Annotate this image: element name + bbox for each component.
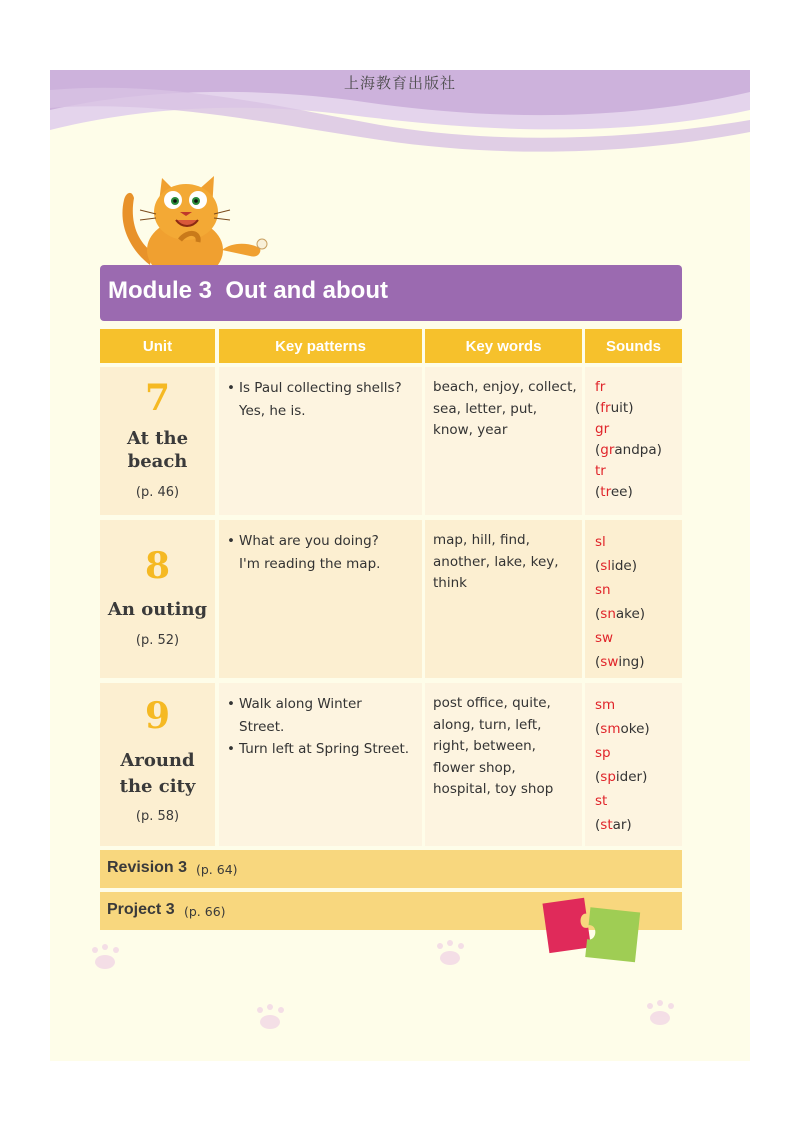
publisher-name: 上海教育出版社 (343, 74, 456, 92)
sound-blend: sn (595, 582, 611, 598)
unit-page: (p. 52) (135, 633, 180, 648)
sound-blend: sm (595, 697, 616, 713)
unit-name-line1: At the (126, 428, 189, 449)
word-line: sea, letter, put, (433, 400, 537, 417)
pattern-line: Street. (239, 718, 285, 735)
header-key-words: Key words (425, 329, 582, 363)
word-line: hospital, toy shop (433, 781, 554, 797)
unit-name-line2: beach (127, 451, 188, 472)
word-line: along, turn, left, (433, 716, 542, 733)
pattern-line: • Is Paul collecting shells? (227, 377, 402, 400)
sound-blend: fr (595, 379, 606, 395)
sound-example: (smoke) (595, 721, 650, 737)
sound-example: (snake) (595, 606, 646, 622)
sound-example: (swing) (595, 654, 645, 670)
pattern-line: • Turn left at Spring Street. (227, 738, 409, 761)
header-unit: Unit (100, 329, 215, 363)
sound-example: (grandpa) (595, 442, 662, 458)
unit-page: (p. 46) (135, 485, 180, 500)
unit-page: (p. 58) (135, 809, 180, 824)
unit-number: 8 (144, 545, 171, 587)
unit-number: 7 (144, 377, 171, 419)
word-line: think (433, 575, 467, 591)
word-line: map, hill, find, (433, 532, 530, 548)
word-line: beach, enjoy, collect, (433, 379, 577, 395)
unit-name-line2: the city (119, 776, 196, 797)
sound-blend: sl (595, 534, 606, 550)
revision-page: (p. 64) (196, 862, 238, 877)
sound-example: (fruit) (595, 400, 634, 416)
sound-blend: tr (595, 463, 606, 479)
unit-name-line1: Around (120, 750, 195, 771)
word-line: another, lake, key, (433, 553, 559, 570)
word-line: know, year (433, 422, 508, 438)
word-line: post office, quite, (433, 695, 551, 711)
revision-label: Revision 3 (107, 859, 188, 876)
project-label: Project 3 (107, 901, 175, 918)
unit-name-line1: An outing (107, 599, 208, 620)
pattern-line: Yes, he is. (239, 403, 306, 419)
sound-example: (tree) (595, 484, 633, 500)
pattern-line: • Walk along Winter (227, 693, 409, 716)
sound-blend: sw (595, 630, 614, 646)
word-line: right, between, (433, 738, 536, 754)
word-line: flower shop, (433, 759, 516, 776)
sound-blend: st (595, 793, 608, 809)
textbook-page (50, 70, 750, 1061)
header-key-patterns: Key patterns (219, 329, 422, 363)
project-page: (p. 66) (184, 904, 226, 919)
sound-blend: gr (595, 421, 610, 437)
unit-number: 9 (144, 695, 171, 737)
sound-example: (spider) (595, 769, 648, 785)
header-sounds: Sounds (585, 329, 682, 363)
pattern-line: I'm reading the map. (239, 556, 381, 572)
module-title: Module 3 Out and about (108, 277, 388, 304)
sound-example: (star) (595, 817, 632, 833)
sound-example: (slide) (595, 558, 637, 574)
paw-prints-decoration (50, 70, 750, 1061)
pattern-line: • What are you doing? (227, 530, 380, 553)
sound-blend: sp (595, 745, 611, 761)
